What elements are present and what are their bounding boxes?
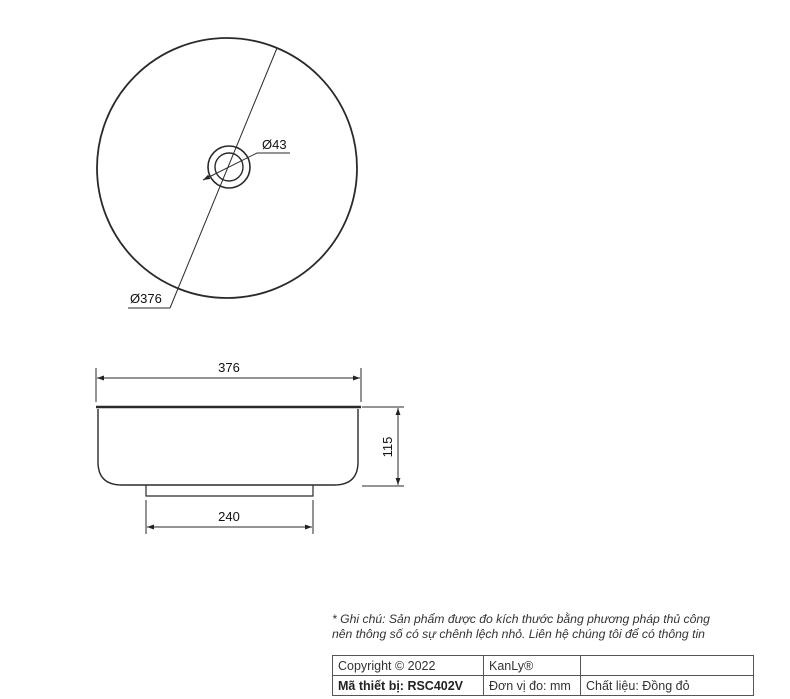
height-label: 115 bbox=[380, 436, 395, 458]
copyright-cell: Copyright © 2022 bbox=[333, 656, 484, 676]
unit-cell: Đơn vị đo: mm bbox=[484, 676, 581, 696]
outer-diameter-line bbox=[170, 48, 277, 308]
info-row-1 bbox=[333, 656, 754, 676]
measurement-note bbox=[332, 612, 772, 642]
basin-body bbox=[98, 409, 358, 485]
material-cell: Chất liệu: Đồng đỏ bbox=[581, 676, 754, 696]
product-info-table bbox=[332, 655, 754, 696]
note-line-1: * Ghi chú: Sản phẩm được đo kích thước bằng phương pháp thủ công bbox=[332, 612, 710, 626]
empty-cell bbox=[581, 656, 754, 676]
drain-diameter-label: Ø43 bbox=[262, 137, 287, 152]
note-line-2: nên thông số có sự chênh lệch nhỏ. Liên hệ chúng tôi để có thông tin bbox=[332, 627, 705, 641]
base-width-label: 240 bbox=[218, 509, 240, 524]
info-row-2 bbox=[333, 676, 754, 696]
outer-diameter-label: Ø376 bbox=[130, 291, 162, 306]
top-view bbox=[97, 38, 357, 308]
brand-cell: KanLy® bbox=[484, 656, 581, 676]
width-label: 376 bbox=[218, 360, 240, 375]
model-cell: Mã thiết bị: RSC402V bbox=[333, 676, 484, 696]
basin-base bbox=[146, 485, 313, 496]
side-view bbox=[96, 360, 404, 534]
